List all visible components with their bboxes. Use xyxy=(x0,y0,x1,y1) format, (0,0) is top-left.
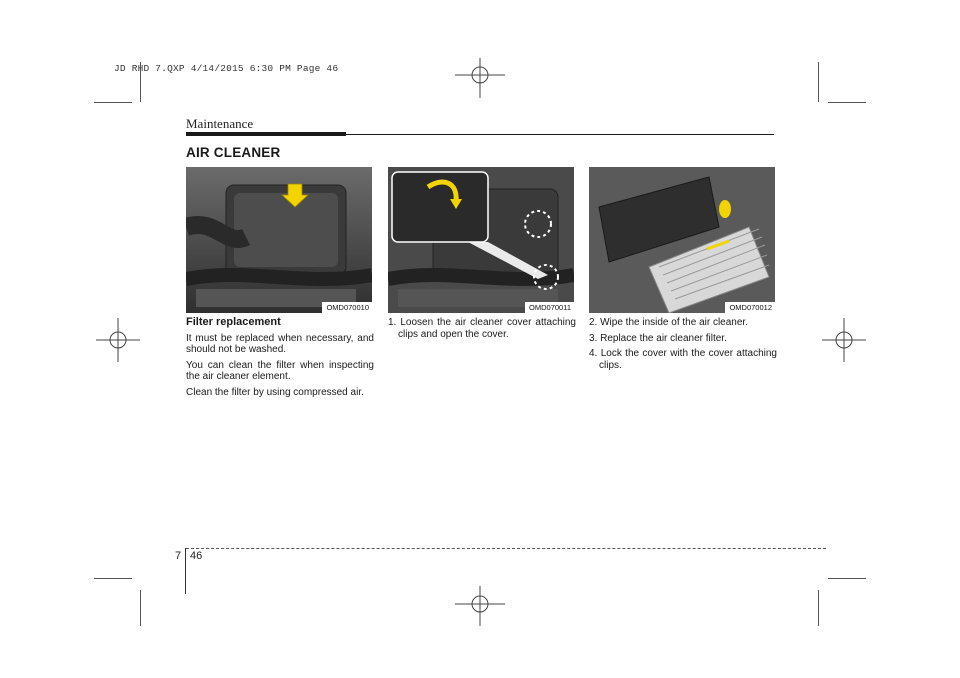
paragraph: It must be replaced when necessary, and should not be washed. xyxy=(186,332,374,355)
column-steps-1 xyxy=(388,317,576,344)
registration-mark-right xyxy=(822,318,866,362)
page-header-title: Maintenance xyxy=(186,116,254,131)
footer-rule xyxy=(186,548,826,549)
paragraph: You can clean the filter when inspecting the air cleaner element. xyxy=(186,359,374,382)
crop-mark xyxy=(828,578,866,579)
crop-mark xyxy=(140,590,141,626)
step-item: 2. Wipe the inside of the air cleaner. xyxy=(589,317,748,328)
engine-photo-1 xyxy=(186,167,372,313)
print-slug: JD RHD 7.QXP 4/14/2015 6:30 PM Page 46 xyxy=(114,63,339,74)
section-title: AIR CLEANER xyxy=(186,145,281,160)
column-filter-replacement xyxy=(186,317,374,402)
registration-mark-left xyxy=(96,318,140,362)
page-number: 46 xyxy=(190,550,203,562)
column-steps-2 xyxy=(589,317,777,375)
registration-mark-bottom xyxy=(455,586,505,626)
subsection-heading: Filter replacement xyxy=(186,316,281,328)
figure-caption: OMD070012 xyxy=(725,302,775,313)
paragraph: Clean the filter by using compressed air. xyxy=(186,386,364,398)
figure-caption: OMD070011 xyxy=(525,302,574,313)
engine-photo-2 xyxy=(388,167,574,313)
figure-caption: OMD070010 xyxy=(322,302,372,313)
crop-mark xyxy=(818,62,819,102)
figure-2 xyxy=(388,167,574,313)
figure-3 xyxy=(589,167,775,313)
crop-mark xyxy=(94,102,132,103)
crop-mark xyxy=(828,102,866,103)
engine-photo-3 xyxy=(589,167,775,313)
crop-mark xyxy=(818,590,819,626)
header-rule-thin xyxy=(346,134,774,135)
footer-divider xyxy=(185,548,186,594)
registration-mark-top xyxy=(455,58,505,98)
crop-mark xyxy=(94,578,132,579)
step-item: 1. Loosen the air cleaner cover attaching clips and open the cover. xyxy=(388,317,576,340)
figure-1 xyxy=(186,167,372,313)
step-item: 4. Lock the cover with the cover attaching clips. xyxy=(589,348,777,371)
step-item: 3. Replace the air cleaner filter. xyxy=(589,332,727,344)
chapter-number: 7 xyxy=(175,550,182,562)
clip-marker-icon xyxy=(719,200,731,218)
header-rule-thick xyxy=(186,132,346,136)
